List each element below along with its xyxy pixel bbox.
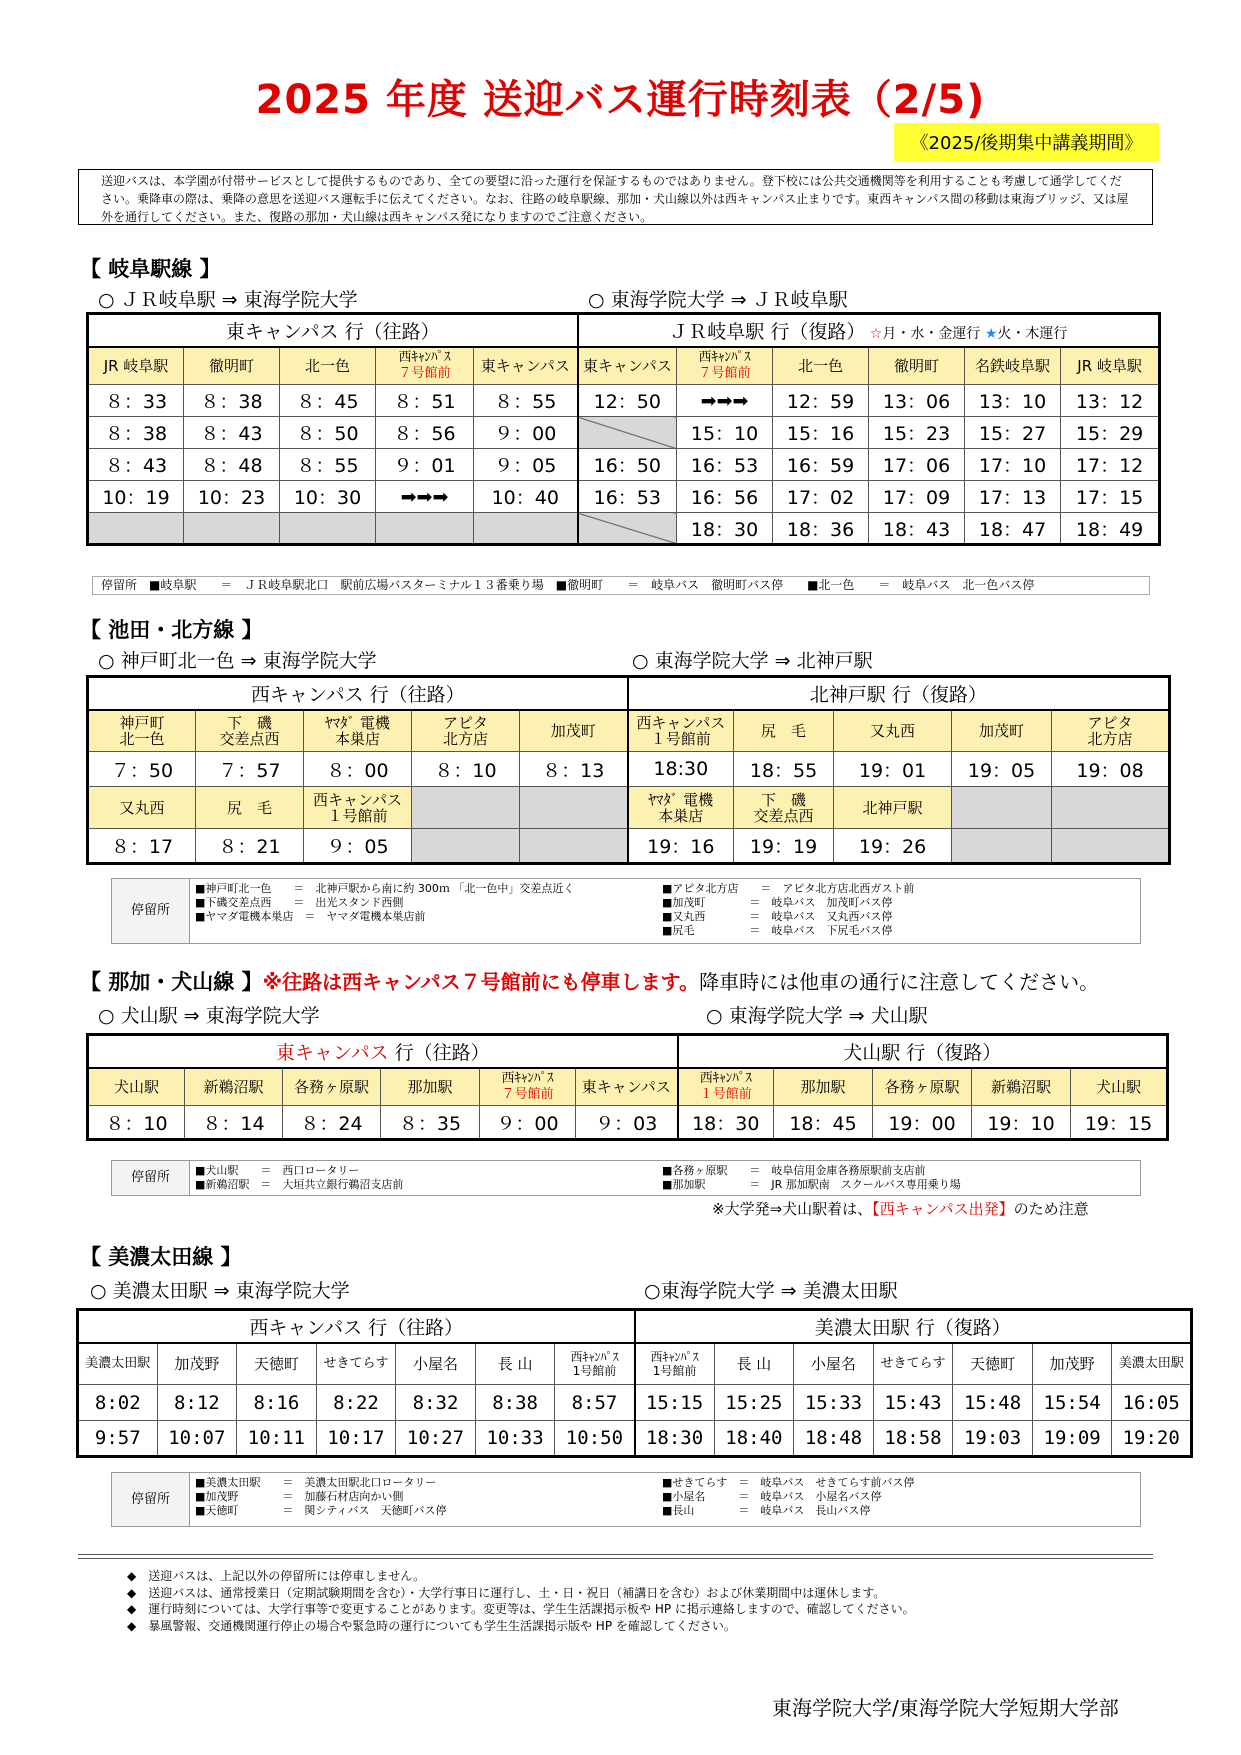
empty-cell (578, 417, 677, 449)
signature: 東海学院大学/東海学院大学短期大学部 (772, 1696, 1119, 1720)
time-cell: ➡➡➡ (376, 481, 474, 513)
time-cell: ７：57 (196, 752, 304, 787)
empty-cell (412, 829, 520, 864)
empty-cell (520, 787, 628, 829)
stop-header-line: 西ｷｬﾝﾊﾟｽ (398, 349, 451, 365)
time-cell: ９：00 (480, 1106, 576, 1140)
empty-cell (376, 513, 474, 545)
time-cell: ８：43 (184, 417, 280, 449)
stop-header: 又丸西 (834, 710, 952, 752)
stop-header: ﾔﾏﾀﾞ 電機 本巣店 (304, 710, 412, 752)
naka-note (712, 1198, 1089, 1219)
page-title: 2025 年度 送迎バス運行時刻表（2/5) (255, 77, 986, 123)
naka-stop-info (111, 1160, 1141, 1196)
ikeda-out-header: 西キャンパス 行（往路） (88, 677, 628, 710)
time-cell: 18：30 (678, 1106, 774, 1140)
star-red-text: 月・水・金運行 (882, 325, 981, 342)
time-cell: 15:15 (635, 1385, 715, 1421)
time-cell: 15:25 (714, 1385, 794, 1421)
empty-cell (520, 829, 628, 864)
stop-header: 北神戸駅 (834, 787, 952, 829)
time-cell: ８：56 (376, 417, 474, 449)
time-cell: ８：38 (88, 417, 184, 449)
empty-cell (578, 513, 677, 545)
time-cell: 8:12 (157, 1385, 237, 1421)
gifu-stop-line: 停留所 ■岐阜駅 ＝ ＪＲ岐阜駅北口 駅前広場バスターミナル１３番乗り場 ■徹明町 ＝ 岐阜バス 徹明町バス停 ■北一色 ＝ 岐阜バス 北一色バス停 (101, 578, 1035, 592)
naka-note-a: ※大学発⇒犬山駅着は、 (712, 1200, 873, 1218)
time-cell: 19：08 (1052, 752, 1170, 787)
time-cell: 15：23 (869, 417, 965, 449)
naka-back-header: 犬山駅 行（復路） (678, 1035, 1168, 1068)
time-cell: 10：40 (474, 481, 578, 513)
ikeda-timetable (86, 675, 1171, 865)
stop-header: ﾔﾏﾀﾞ 電機 本巣店 (628, 787, 734, 829)
stop-label: 停留所 (112, 1473, 190, 1526)
stop-header: せきてらす (873, 1343, 953, 1385)
time-cell: 16:05 (1112, 1385, 1192, 1421)
stop-header (677, 347, 773, 385)
naka-note-red: 【西キャンパス出発】 (872, 1200, 1014, 1218)
naka-route-back: ○ 東海学院大学 ⇒ 犬山駅 (706, 1005, 928, 1027)
time-cell: 17：02 (773, 481, 869, 513)
time-cell: ８：43 (88, 449, 184, 481)
stop-header: 加茂野 (157, 1343, 237, 1385)
mino-out-header: 西キャンパス 行（往路） (78, 1310, 635, 1343)
time-cell: 15：27 (965, 417, 1061, 449)
stop-header-line: １号館前 (699, 1086, 752, 1102)
stop-header: 美濃太田駅 (1112, 1343, 1192, 1385)
empty-cell (88, 513, 184, 545)
stop-header: 尻 毛 (196, 787, 304, 829)
time-cell: 19:03 (953, 1421, 1033, 1457)
star-blue-text: 火・木運行 (997, 325, 1068, 342)
stop-header: 下 磯 交差点西 (734, 787, 834, 829)
ikeda-heading: 【 池田・北方線 】 (80, 618, 263, 642)
time-cell: 15:43 (873, 1385, 953, 1421)
empty-cell (184, 513, 280, 545)
time-cell: ９：03 (576, 1106, 678, 1140)
time-cell: 16：59 (773, 449, 869, 481)
time-cell: 16：56 (677, 481, 773, 513)
time-cell: ➡➡➡ (677, 385, 773, 417)
time-cell: 10：23 (184, 481, 280, 513)
mino-heading: 【 美濃太田線 】 (80, 1245, 242, 1269)
empty-cell (952, 829, 1052, 864)
stop-header: 那加駅 (381, 1068, 480, 1106)
empty-cell (474, 513, 578, 545)
naka-heading (80, 966, 1099, 996)
time-cell: 8:02 (78, 1385, 158, 1421)
stop-header: アピタ 北方店 (412, 710, 520, 752)
stop-header: 天徳町 (953, 1343, 1033, 1385)
stop-header: JR 岐阜駅 (88, 347, 184, 385)
stop-header-line: ７号館前 (698, 365, 751, 381)
stop-header: 犬山駅 (88, 1068, 185, 1106)
stop-header: 西キャンパス １号館前 (628, 710, 734, 752)
time-cell: ８：55 (280, 449, 376, 481)
stop-header: 新鵜沼駅 (972, 1068, 1071, 1106)
time-cell: 12：50 (578, 385, 677, 417)
time-cell: 10：30 (280, 481, 376, 513)
period-badge: 《2025/後期集中講義期間》 (894, 123, 1159, 161)
footer-note: ◆ 送迎バスは、上記以外の停留所には停車しません。 (127, 1569, 425, 1583)
time-cell: ８：00 (304, 752, 412, 787)
stop-header: 下 磯 交差点西 (196, 710, 304, 752)
stop-header: 北一色 (280, 347, 376, 385)
footer-note: ◆ 暴風警報、交通機関運行停止の場合や緊急時の運行についても学生生活課掲示版や HP を確認してください。 (127, 1618, 736, 1633)
time-cell: 12：59 (773, 385, 869, 417)
time-cell: ８：45 (280, 385, 376, 417)
naka-heading-title: 【 那加・犬山線 】 (80, 970, 263, 994)
time-cell: 9:57 (78, 1421, 158, 1457)
time-cell: 19：26 (834, 829, 952, 864)
time-cell: 17：10 (965, 449, 1061, 481)
time-cell: 10:17 (316, 1421, 396, 1457)
time-cell: 15:33 (794, 1385, 874, 1421)
gifu-stop-info (92, 576, 1150, 595)
time-cell: ７：50 (88, 752, 196, 787)
time-cell: 18:30 (628, 752, 734, 787)
ikeda-route-back: ○ 東海学院大学 ⇒ 北神戸駅 (632, 650, 873, 672)
divider (78, 1554, 1153, 1555)
stop-header: 各務ヶ原駅 (873, 1068, 972, 1106)
time-cell: 18：49 (1061, 513, 1160, 545)
stop-header: 徹明町 (869, 347, 965, 385)
star-red-icon: ☆ (869, 325, 883, 342)
mino-route-back: ○東海学院大学 ⇒ 美濃太田駅 (644, 1280, 898, 1302)
empty-cell (952, 787, 1052, 829)
stop-header: 各務ヶ原駅 (283, 1068, 381, 1106)
time-cell: 17：15 (1061, 481, 1160, 513)
time-cell: 18:40 (714, 1421, 794, 1457)
time-cell: 8:22 (316, 1385, 396, 1421)
time-cell: 10：19 (88, 481, 184, 513)
naka-out-header-red: 東キャンパス (275, 1041, 389, 1064)
naka-stop-right: ■各務ヶ原駅 ＝ 岐阜信用金庫各務原駅前支店前 ■那加駅 ＝ JR 那加駅南 スクールバス専用乗り場 (662, 1164, 961, 1191)
stop-header: 美濃太田駅 (78, 1343, 158, 1385)
time-cell: 15:54 (1032, 1385, 1112, 1421)
stop-header: 東キャンパス (474, 347, 578, 385)
mino-stop-right: ■せきてらす ＝ 岐阜バス せきてらす前バス停 ■小屋名 ＝ 岐阜バス 小屋名バス停 ■長山 ＝ 岐阜バス 長山バス停 (662, 1476, 915, 1517)
time-cell: ８：55 (474, 385, 578, 417)
time-cell: ８：17 (88, 829, 196, 864)
naka-out-header (88, 1035, 678, 1068)
stop-header: 西ｷｬﾝﾊﾟｽ 1号館前 (555, 1343, 635, 1385)
footer-note: ◆ 運行時刻については、大学行事等で変更することがあります。変更等は、学生生活課掲示板や HP に掲示連絡しますので、確認してください。 (127, 1602, 915, 1616)
gifu-back-header (578, 314, 1160, 347)
time-cell: ８：24 (283, 1106, 381, 1140)
stop-header: 長 山 (475, 1343, 555, 1385)
gifu-heading: 【 岐阜駅線 】 (80, 257, 221, 281)
gifu-route-back: ○ 東海学院大学 ⇒ ＪＲ岐阜駅 (588, 289, 848, 311)
stop-label: 停留所 (112, 879, 190, 943)
time-cell: 15：10 (677, 417, 773, 449)
time-cell: ８：48 (184, 449, 280, 481)
stop-header (480, 1068, 576, 1106)
time-cell: ９：00 (474, 417, 578, 449)
divider (78, 1558, 1153, 1559)
stop-header: JR 岐阜駅 (1061, 347, 1160, 385)
empty-cell (1052, 829, 1170, 864)
time-cell: 18：43 (869, 513, 965, 545)
stop-header: 加茂町 (520, 710, 628, 752)
stop-header: 小屋名 (794, 1343, 874, 1385)
stop-header: 小屋名 (396, 1343, 476, 1385)
time-cell: 16：53 (578, 481, 677, 513)
mino-timetable (76, 1308, 1193, 1458)
mino-route-out: ○ 美濃太田駅 ⇒ 東海学院大学 (90, 1280, 350, 1302)
time-cell: ９：05 (304, 829, 412, 864)
stop-header: アピタ 北方店 (1052, 710, 1170, 752)
time-cell: 13：10 (965, 385, 1061, 417)
stop-header: 北一色 (773, 347, 869, 385)
empty-cell (1052, 787, 1170, 829)
time-cell: 17：06 (869, 449, 965, 481)
mino-back-header: 美濃太田駅 行（復路） (635, 1310, 1192, 1343)
time-cell: ８：51 (376, 385, 474, 417)
time-cell: 8:38 (475, 1385, 555, 1421)
time-cell: 13：12 (1061, 385, 1160, 417)
stop-label: 停留所 (112, 1161, 190, 1195)
time-cell: ９：05 (474, 449, 578, 481)
time-cell: 18:30 (635, 1421, 715, 1457)
time-cell: 18：45 (774, 1106, 873, 1140)
star-blue-icon: ★ (984, 325, 998, 342)
stop-header: 西ｷｬﾝﾊﾟｽ 1号館前 (635, 1343, 715, 1385)
time-cell: 18：36 (773, 513, 869, 545)
naka-heading-warning: ※往路は西キャンパス７号館前にも停車します。 (262, 970, 700, 994)
time-cell: 18：55 (734, 752, 834, 787)
time-cell: 10:33 (475, 1421, 555, 1457)
stop-header: 西キャンパス １号館前 (304, 787, 412, 829)
stop-header: 徹明町 (184, 347, 280, 385)
stop-header (376, 347, 474, 385)
time-cell: 19：01 (834, 752, 952, 787)
ikeda-stop-right: ■アピタ北方店 ＝ アピタ北方店北西ガスト前 ■加茂町 ＝ 岐阜バス 加茂町バス停 ■又丸西 ＝ 岐阜バス 又丸西バス停 ■尻毛 ＝ 岐阜バス 下尻毛バス停 (662, 882, 915, 937)
time-cell: 19:20 (1112, 1421, 1192, 1457)
time-cell: ８：33 (88, 385, 184, 417)
time-cell: ８：21 (196, 829, 304, 864)
stop-header: 東キャンパス (578, 347, 677, 385)
time-cell: 18:48 (794, 1421, 874, 1457)
time-cell: 8:32 (396, 1385, 476, 1421)
stop-header: 東キャンパス (576, 1068, 678, 1106)
time-cell: 16：53 (677, 449, 773, 481)
time-cell: 18：30 (677, 513, 773, 545)
stop-header (678, 1068, 774, 1106)
time-cell: 15：29 (1061, 417, 1160, 449)
time-cell: 19：15 (1071, 1106, 1168, 1140)
empty-cell (280, 513, 376, 545)
time-cell: 18：47 (965, 513, 1061, 545)
naka-route-out: ○ 犬山駅 ⇒ 東海学院大学 (98, 1005, 320, 1027)
time-cell: ８：13 (520, 752, 628, 787)
time-cell: 15:48 (953, 1385, 1033, 1421)
ikeda-back-header: 北神戸駅 行（復路） (628, 677, 1170, 710)
footer-note: ◆ 送迎バスは、通常授業日（定期試験期間を含む）・大学行事日に運行し、土・日・祝日（補講日を含む）および休業期間中は運休します。 (127, 1585, 886, 1600)
time-cell: 10:50 (555, 1421, 635, 1457)
empty-cell (412, 787, 520, 829)
time-cell: 17：13 (965, 481, 1061, 513)
time-cell: 8:16 (237, 1385, 317, 1421)
time-cell: 17：12 (1061, 449, 1160, 481)
stop-header-line: ７号館前 (398, 365, 451, 381)
ikeda-stop-left: ■神戸町北一色 ＝ 北神戸駅から南に約 300ｍ 「北一色中」交差点近く ■下磯交差点西 ＝ 出光スタンド西側 ■ヤマダ電機本巣店 ＝ ヤマダ電機本巣店前 (195, 882, 575, 923)
time-cell: 15：16 (773, 417, 869, 449)
time-cell: ８：35 (381, 1106, 480, 1140)
ikeda-route-out: ○ 神戸町北一色 ⇒ 東海学院大学 (98, 650, 377, 672)
footer-notes (127, 1568, 915, 1634)
stop-header: 名鉄岐阜駅 (965, 347, 1061, 385)
stop-header: 天徳町 (237, 1343, 317, 1385)
time-cell: ８：10 (412, 752, 520, 787)
mino-stop-left: ■美濃太田駅 ＝ 美濃太田駅北口ロータリー ■加茂野 ＝ 加藤石材店向かい側 ■天徳町 ＝ 関シティバス 天徳町バス停 (195, 1476, 447, 1517)
stop-header: 那加駅 (774, 1068, 873, 1106)
time-cell: 19：00 (873, 1106, 972, 1140)
time-cell: 10:07 (157, 1421, 237, 1457)
gifu-back-header-text: ＪＲ岐阜駅 行（復路） (669, 320, 866, 343)
time-cell: 19：10 (972, 1106, 1071, 1140)
gifu-out-header: 東キャンパス 行（往路） (88, 314, 578, 347)
ikeda-stop-info (111, 878, 1141, 944)
time-cell: 19：19 (734, 829, 834, 864)
time-cell: 18:58 (873, 1421, 953, 1457)
stop-header-line: 西ｷｬﾝﾊﾟｽ (698, 349, 751, 365)
time-cell: ９：01 (376, 449, 474, 481)
stop-header: 加茂野 (1032, 1343, 1112, 1385)
naka-note-b: のため注意 (1013, 1200, 1089, 1218)
stop-header-line: 西ｷｬﾝﾊﾟｽ (501, 1070, 554, 1086)
naka-stop-left: ■犬山駅 ＝ 西口ロータリー ■新鵜沼駅 ＝ 大垣共立銀行鵜沼支店前 (195, 1164, 404, 1191)
stop-header: せきてらす (316, 1343, 396, 1385)
stop-header-line: 西ｷｬﾝﾊﾟｽ (699, 1070, 752, 1086)
naka-heading-note: 降車時には他車の通行に注意してください。 (699, 970, 1100, 994)
time-cell: ８：10 (88, 1106, 185, 1140)
time-cell: 10:11 (237, 1421, 317, 1457)
stop-header: 神戸町 北一色 (88, 710, 196, 752)
mino-stop-info (111, 1472, 1141, 1527)
time-cell: 17：09 (869, 481, 965, 513)
stop-header: 長 山 (714, 1343, 794, 1385)
time-cell: 10:27 (396, 1421, 476, 1457)
stop-header: 新鵜沼駅 (185, 1068, 283, 1106)
notice-box: 送迎バスは、本学園が付帯サービスとして提供するものであり、全ての要望に沿った運行を保証するものではありません。登下校には公共交通機関等を利用することも考慮して通学してください。乗降車の際は、乗降の意思を送迎バス運転手に伝えてください。なお、往路の岐阜駅線、那加・犬山線以外は西キャンパス止まりです。東西キャンパス間の移動は東海ブリッジ、又は屋外を通行してください。また、復路の那加・犬山線は西キャンパス発になりますのでご注意ください。 (78, 169, 1153, 225)
naka-timetable (86, 1033, 1169, 1141)
stop-header: 犬山駅 (1071, 1068, 1168, 1106)
stop-header: 尻 毛 (734, 710, 834, 752)
time-cell: 13：06 (869, 385, 965, 417)
time-cell: ８：50 (280, 417, 376, 449)
time-cell: ８：38 (184, 385, 280, 417)
stop-header-line: ７号館前 (501, 1086, 554, 1102)
gifu-timetable (86, 312, 1161, 546)
time-cell: 19:09 (1032, 1421, 1112, 1457)
time-cell: 16：50 (578, 449, 677, 481)
stop-header: 又丸西 (88, 787, 196, 829)
gifu-route-out: ○ ＪＲ岐阜駅 ⇒ 東海学院大学 (98, 289, 358, 311)
naka-out-header-text: 行（往路） (388, 1041, 490, 1064)
stop-header: 加茂町 (952, 710, 1052, 752)
time-cell: 19：16 (628, 829, 734, 864)
time-cell: 8:57 (555, 1385, 635, 1421)
time-cell: ８：14 (185, 1106, 283, 1140)
time-cell: 19：05 (952, 752, 1052, 787)
